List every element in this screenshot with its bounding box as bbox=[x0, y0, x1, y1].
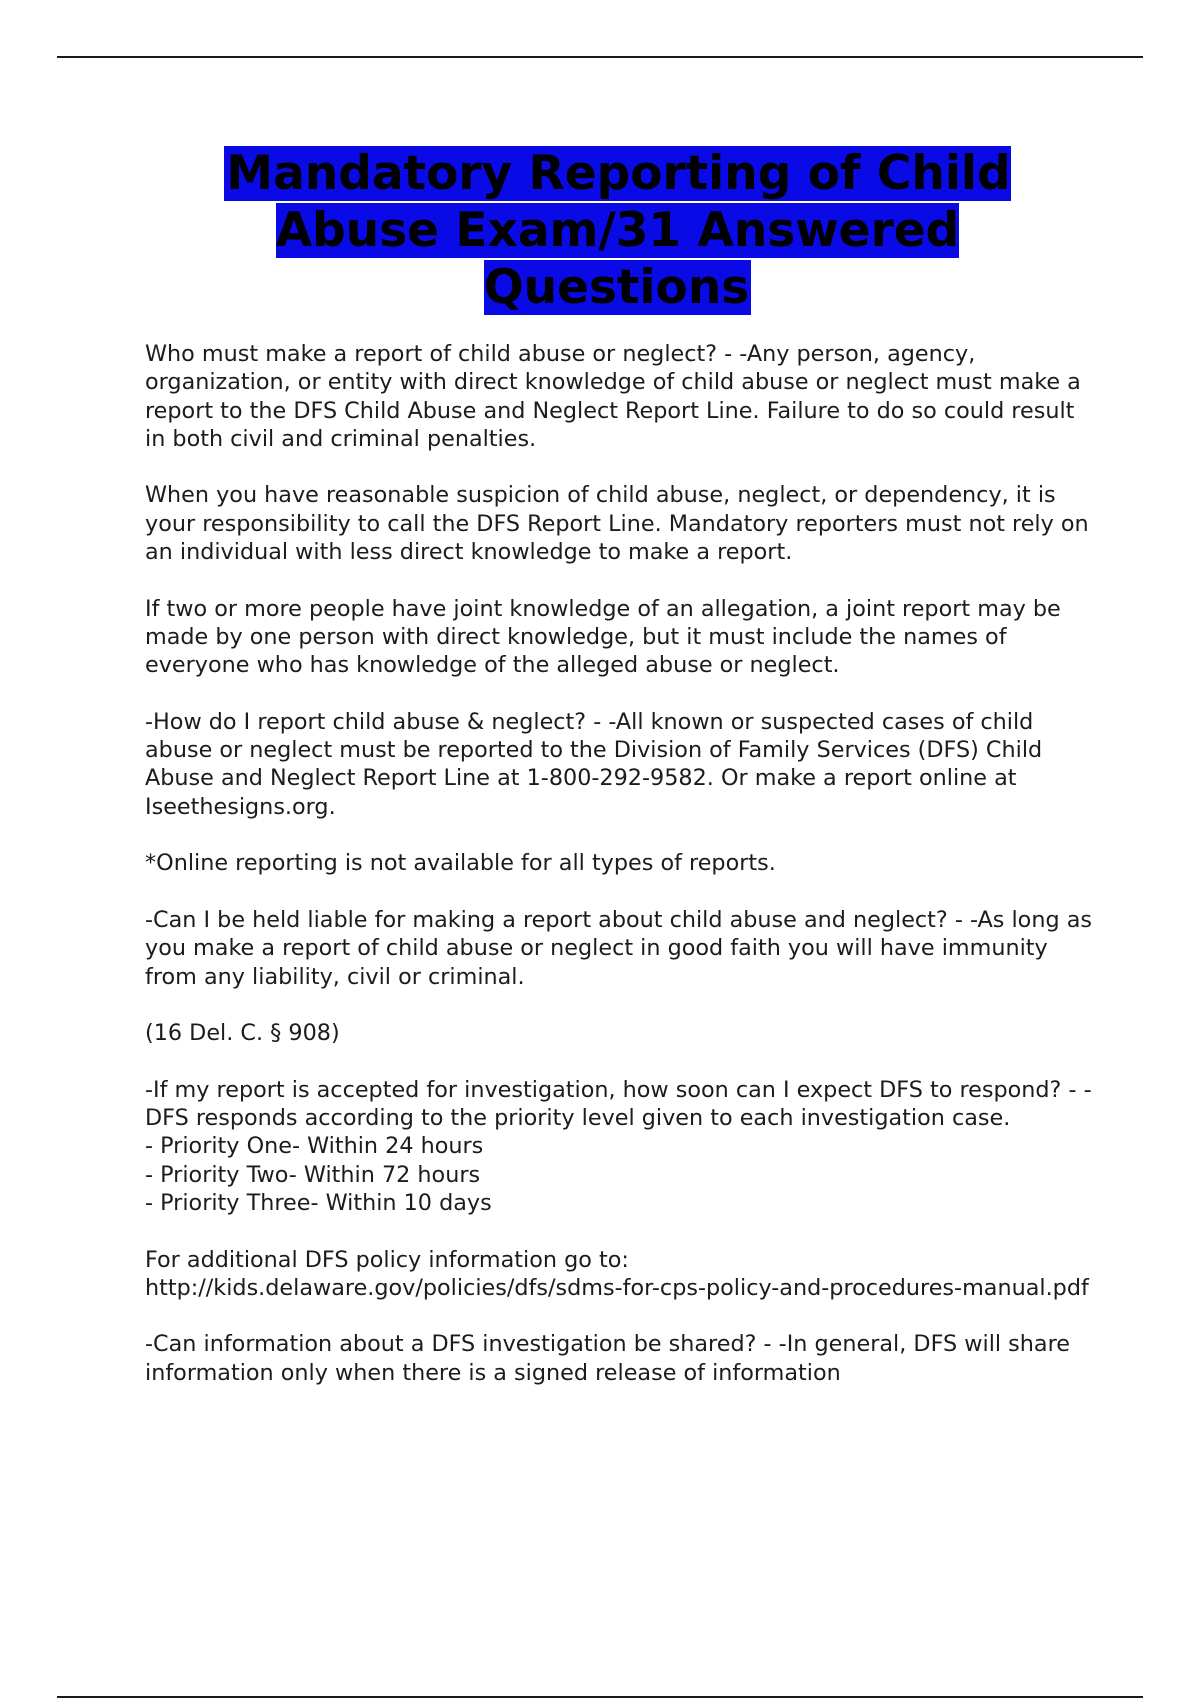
paragraph-joint-knowledge: If two or more people have joint knowledge of an allegation, a joint report may be made by one person with direct knowledge, but it must include the names of everyone who has knowledge of the alleged abuse or neglect. bbox=[145, 595, 1061, 679]
paragraph-who-must-report: Who must make a report of child abuse or neglect? - -Any person, agency, organization, or entity with direct knowledge of child abuse or neglect must make a report to the DFS Child Abuse and Neglect Report Line. Failure to do so could result in both civil and criminal penalties. bbox=[145, 341, 1081, 452]
bottom-rule bbox=[57, 1696, 1143, 1698]
title-block bbox=[145, 145, 1090, 316]
document-title-text: Mandatory Reporting of Child Abuse Exam/31 Answered Questions bbox=[226, 146, 1011, 315]
paragraph-liability: -Can I be held liable for making a report about child abuse and neglect? - -As long as you make a report of child abuse or neglect in good faith you will have immunity from any liability, civil or criminal. bbox=[145, 906, 1092, 990]
paragraph-reasonable-suspicion: When you have reasonable suspicion of child abuse, neglect, or dependency, it is your responsibility to call the DFS Report Line. Mandatory reporters must not rely on an individual with less direct knowledge to make a report. bbox=[145, 482, 1089, 566]
document-body bbox=[145, 340, 1095, 1415]
paragraph-how-to-report: -How do I report child abuse & neglect? - -All known or suspected cases of child abuse or neglect must be reported to the Division of Family Services (DFS) Child Abuse and Neglect Report Line at 1-800-292-9582. Or make a report online at Iseethesigns.org. bbox=[145, 708, 1043, 820]
paragraph-statute-citation: (16 Del. C. § 908) bbox=[145, 1020, 340, 1047]
paragraph-policy-link: For additional DFS policy information go to: http://kids.delaware.gov/policies/dfs/sdms-for-cps-policy-and-procedures-manual.pdf bbox=[145, 1246, 1089, 1301]
document-title bbox=[145, 145, 1090, 316]
paragraph-online-reporting-note: *Online reporting is not available for all types of reports. bbox=[145, 850, 776, 877]
paragraph-information-sharing: -Can information about a DFS investigation be shared? - -In general, DFS will share information only when there is a signed release of information bbox=[145, 1331, 1070, 1386]
top-rule bbox=[57, 56, 1143, 58]
paragraph-response-priority: -If my report is accepted for investigation, how soon can I expect DFS to respond? - -DFS responds according to the priority level given to each investigation case. - Priority One- Within 24 hours - Priority Two- Within 72 hours - Priority Three- Within 10 days bbox=[145, 1076, 1092, 1216]
